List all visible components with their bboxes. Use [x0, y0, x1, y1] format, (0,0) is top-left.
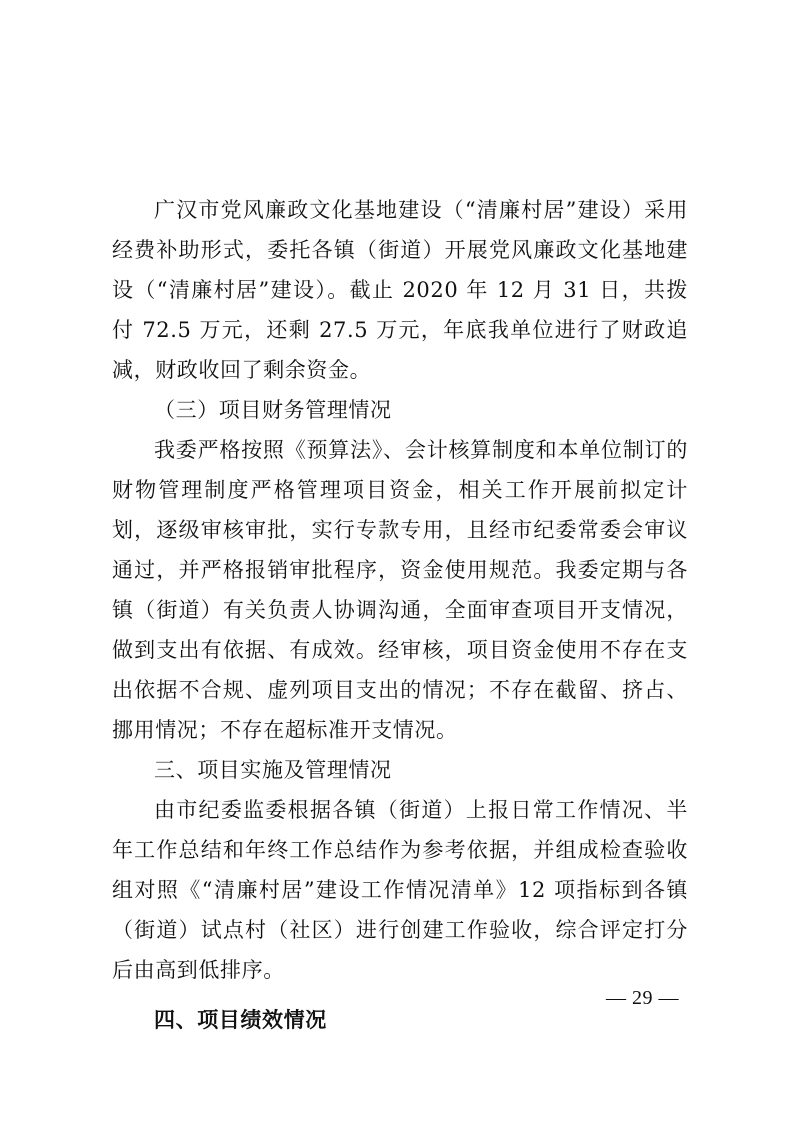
paragraph-implementation: 由市纪委监委根据各镇（街道）上报日常工作情况、半年工作总结和年终工作总结作为参考依据，并组成检查验收组对照《“清廉村居”建设工作情况清单》12 项指标到各镇（街道）试点村（社区）进行创建工作验收，综合评定打分后由高到低排序。 — [112, 798, 688, 982]
paragraph-funding-summary: 广汉市党风廉政文化基地建设（“清廉村居”建设）采用经费补助形式，委托各镇（街道）开展党风廉政文化基地建设（“清廉村居”建设）。截止 2020 年 12 月 31 日，共拨付 72.5 万元，还剩 27.5 万元，年底我单位进行了财政追减，财政收回了剩余资金。 — [112, 198, 688, 382]
heading-performance: 四、项目绩效情况 — [154, 1007, 327, 1032]
heading-implementation: 三、项目实施及管理情况 — [154, 758, 392, 782]
page-number: — 29 — — [606, 987, 679, 1009]
document-body — [112, 190, 688, 1040]
heading-financial-management: （三）项目财务管理情况 — [154, 398, 392, 422]
paragraph-financial-management: 我委严格按照《预算法》、会计核算制度和本单位制订的财物管理制度严格管理项目资金，相关工作开展前拟定计划，逐级审核审批，实行专款专用，且经市纪委常委会审议通过，并严格报销审批程序，资金使用规范。我委定期与各镇（街道）有关负责人协调沟通，全面审查项目开支情况，做到支出有依据、有成效。经审核，项目资金使用不存在支出依据不合规、虚列项目支出的情况；不存在截留、挤占、挪用情况；不存在超标准开支情况。 — [112, 438, 688, 742]
